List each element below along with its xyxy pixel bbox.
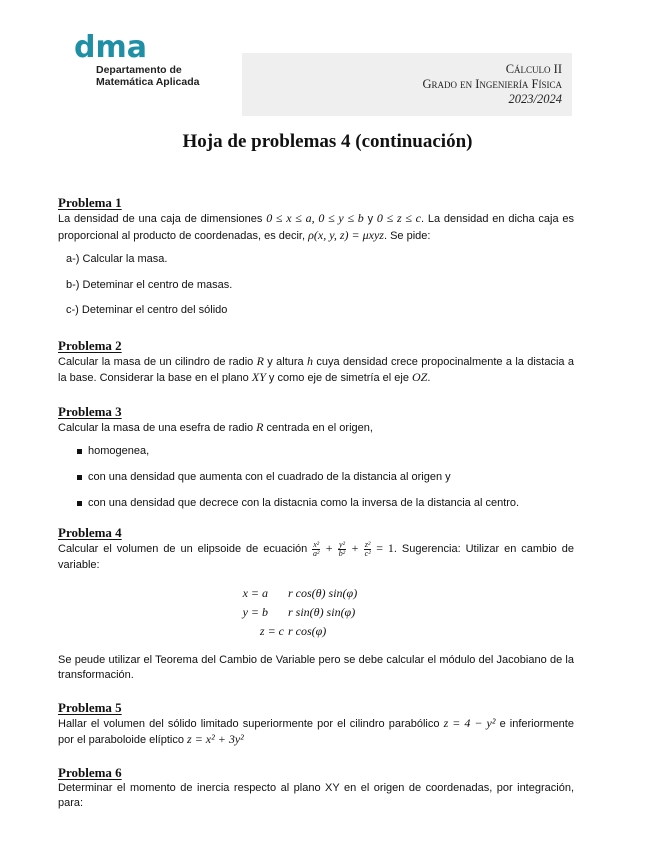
problem-3 [58, 404, 574, 523]
equation-lhs: z = c [259, 623, 284, 638]
problem-heading: Problema 6 [58, 764, 122, 780]
problem-heading: Problema 2 [58, 337, 122, 353]
problem-2 [58, 338, 574, 387]
equation-rhs: r cos(θ) sin(φ) [288, 585, 358, 600]
problem-statement [58, 354, 574, 387]
bullet-item [78, 470, 574, 496]
problem-statement [58, 716, 574, 749]
sub-question-list [58, 252, 574, 329]
equation-row [58, 586, 574, 605]
math-expression: R [256, 419, 264, 434]
logo-line-2: Matemática Aplicada [96, 76, 200, 88]
bullet-icon [77, 449, 82, 454]
page-title: Hoja de problemas 4 (continuación) [182, 131, 473, 152]
statement-text: Calcular el volumen de un elipsoide de ecuación [58, 543, 313, 555]
bullet-icon [77, 501, 82, 506]
math-expression: OZ [412, 370, 428, 384]
bullet-list [58, 444, 574, 522]
statement-text: y [363, 213, 377, 225]
statement-text: Calcular la masa de una esefra de radio [58, 421, 257, 434]
statement-text: e inferiormente por el paraboloide elíptico [58, 717, 574, 746]
bullet-icon [77, 475, 82, 480]
statement-text: . La densidad en dicha caja es proporcional al producto de coordenadas, es decir, [58, 213, 575, 242]
course-header [242, 53, 572, 116]
sub-question: b-) Deteminar el centro de masas. [66, 278, 233, 291]
academic-year: 2023/2024 [508, 92, 562, 106]
bullet-text: con una densidad que aumenta con el cuadrado de la distancia al origen y [88, 471, 451, 483]
problem-statement [58, 420, 574, 437]
math-expression: h [307, 353, 314, 368]
problem-statement [58, 211, 574, 244]
equation-lhs: x = a [242, 585, 268, 600]
statement-text: Hallar el volumen del sólido limitado superiormente por el cilindro parabólico [58, 717, 444, 730]
sub-question: c-) Deteminar el centro del sólido [66, 304, 228, 316]
statement-text: La densidad de una caja de dimensiones [58, 213, 267, 225]
math-expression: 0 ≤ x ≤ a, 0 ≤ y ≤ b [266, 211, 364, 225]
bullet-text: con una densidad que decrece con la distacnia como la inversa de la distancia al centro. [88, 497, 520, 509]
logo-text [96, 64, 199, 88]
problem-1 [58, 195, 574, 329]
bullet-item [78, 496, 574, 522]
course-name: Cálculo II [505, 62, 562, 76]
problem-6 [58, 765, 574, 812]
degree-name: Grado en Ingeniería Física [422, 77, 562, 91]
ellipsoid-equation: $\frac{\text{x²}}{\text{a²}}$ + $\frac{\text{y²}}{\text{b²}}$ + $\frac{\text{z²}}{\text{c²}}$ [312, 540, 371, 558]
statement-text: centrada en el origen, [263, 421, 373, 434]
problem-4 [58, 525, 574, 684]
math-expression: = 1 [371, 541, 394, 555]
problem-heading: Problema 1 [58, 195, 122, 210]
bullet-item [78, 444, 574, 470]
math-expression: ρ(x, y, z) = μxyz [308, 227, 384, 242]
equation-row [58, 605, 574, 624]
problem-statement [58, 541, 574, 574]
sub-question: a-) Calcular la masa. [66, 253, 168, 265]
statement-text: . [427, 372, 431, 384]
statement-text: y como eje de simetría el eje [265, 372, 412, 384]
change-of-variable-equations [58, 586, 574, 643]
statement-text: . Se pide: [383, 229, 431, 242]
problem-heading: Problema 5 [58, 699, 122, 715]
math-expression: XY [251, 370, 266, 384]
statement-text: Calcular la masa de un cilindro de radio [58, 355, 257, 368]
math-expression: R [256, 353, 264, 368]
statement-text: cuya densidad crece propocinalmente a la distacia a la base. Considerar la base en el plano [58, 355, 575, 384]
math-expression: z = x² + 3y² [187, 732, 244, 746]
problem-note: Se peude utilizar el Teorema del Cambio de Variable pero se debe calcular el módulo del Jacobiano de la transformación. [58, 653, 574, 681]
math-expression: z = 4 − y² [443, 715, 496, 730]
logo-line-1: Departamento de [96, 64, 182, 76]
equation-row [58, 624, 574, 643]
math-expression: 0 ≤ z ≤ c [376, 211, 421, 225]
problem-heading: Problema 4 [58, 525, 122, 540]
statement-text: . Sugerencia: Utilizar en cambio de variable: [58, 543, 574, 571]
problem-5 [58, 700, 574, 749]
statement-text: y altura [263, 355, 308, 368]
problem-heading: Problema 3 [58, 403, 122, 419]
equation-lhs: y = b [242, 604, 268, 619]
problem-list [58, 195, 574, 812]
equation-rhs: r cos(φ) [288, 623, 327, 638]
logo-mark: dma [74, 30, 147, 65]
department-logo [74, 30, 200, 88]
equation-rhs: r sin(θ) sin(φ) [288, 604, 356, 619]
bullet-text: homogenea, [88, 445, 150, 457]
problem-statement: Determinar el momento de inercia respecto al plano XY en el origen de coordenadas, por integración, para: [58, 781, 574, 809]
